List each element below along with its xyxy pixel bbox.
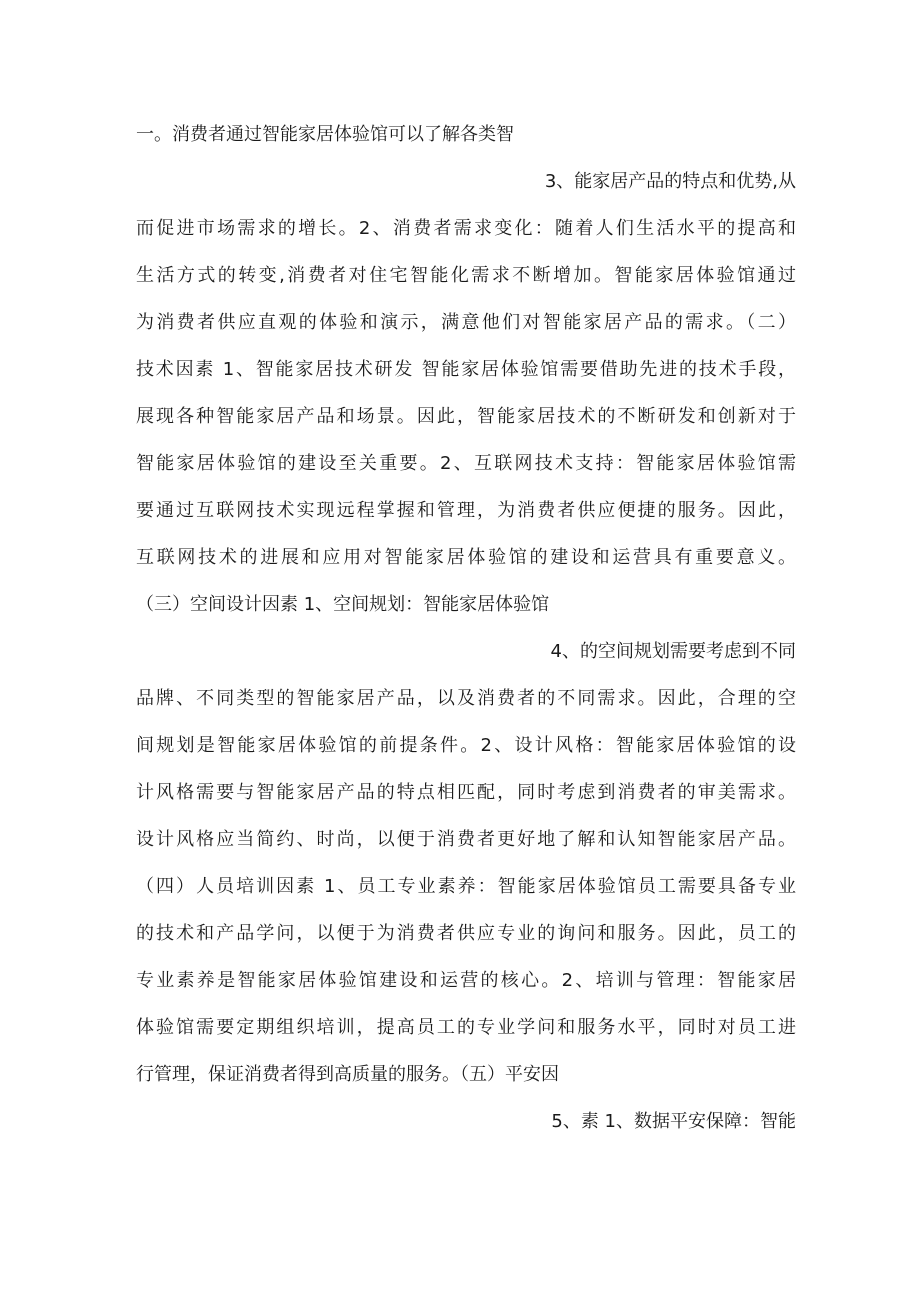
text-line: 要通过互联网技术实现远程掌握和管理，为消费者供应便捷的服务。因此，: [136, 500, 796, 521]
text-line: （三）空间设计因素 1、空间规划：智能家居体验馆: [136, 594, 550, 615]
text-line: 设计风格应当简约、时尚，以便于消费者更好地了解和认知智能家居产品。: [136, 829, 796, 850]
text-line: 体验馆需要定期组织培训，提高员工的专业学问和服务水平，同时对员工进: [136, 1017, 796, 1038]
text-line: 计风格需要与智能家居产品的特点相匹配，同时考虑到消费者的审美需求。: [136, 782, 796, 803]
text-line: （四）人员培训因素 1、员工专业素养：智能家居体验馆员工需要具备专业: [136, 876, 796, 897]
text-line: 展现各种智能家居产品和场景。因此，智能家居技术的不断研发和创新对于: [136, 406, 796, 427]
text-line: 智能家居体验馆的建设至关重要。2、互联网技术支持：智能家居体验馆需: [136, 453, 796, 474]
text-line: 而促进市场需求的增长。2、消费者需求变化：随着人们生活水平的提高和: [136, 218, 796, 239]
text-line: 专业素养是智能家居体验馆建设和运营的核心。2、培训与管理：智能家居: [136, 970, 796, 991]
body-text: [136, 111, 796, 1145]
text-line: 4、的空间规划需要考虑到不同: [550, 641, 796, 662]
text-line: 间规划是智能家居体验馆的前提条件。2、设计风格：智能家居体验馆的设: [136, 735, 796, 756]
text-line: 5、素 1、数据平安保障：智能: [551, 1111, 796, 1132]
text-line: 的技术和产品学问，以便于为消费者供应专业的询问和服务。因此，员工的: [136, 923, 796, 944]
text-line: 行管理，保证消费者得到高质量的服务。（五）平安因: [136, 1064, 559, 1085]
text-line: 3、能家居产品的特点和优势,从: [544, 171, 796, 192]
text-line: 一。消费者通过智能家居体验馆可以了解各类智: [136, 124, 514, 145]
text-line: 为消费者供应直观的体验和演示，满意他们对智能家居产品的需求。（二）: [136, 312, 796, 333]
text-line: 生活方式的转变,消费者对住宅智能化需求不断增加。智能家居体验馆通过: [136, 265, 796, 286]
text-line: 品牌、不同类型的智能家居产品，以及消费者的不同需求。因此，合理的空: [136, 688, 796, 709]
text-line: 技术因素 1、智能家居技术研发 智能家居体验馆需要借助先进的技术手段，: [136, 359, 796, 380]
text-line: 互联网技术的进展和应用对智能家居体验馆的建设和运营具有重要意义。: [136, 547, 796, 568]
